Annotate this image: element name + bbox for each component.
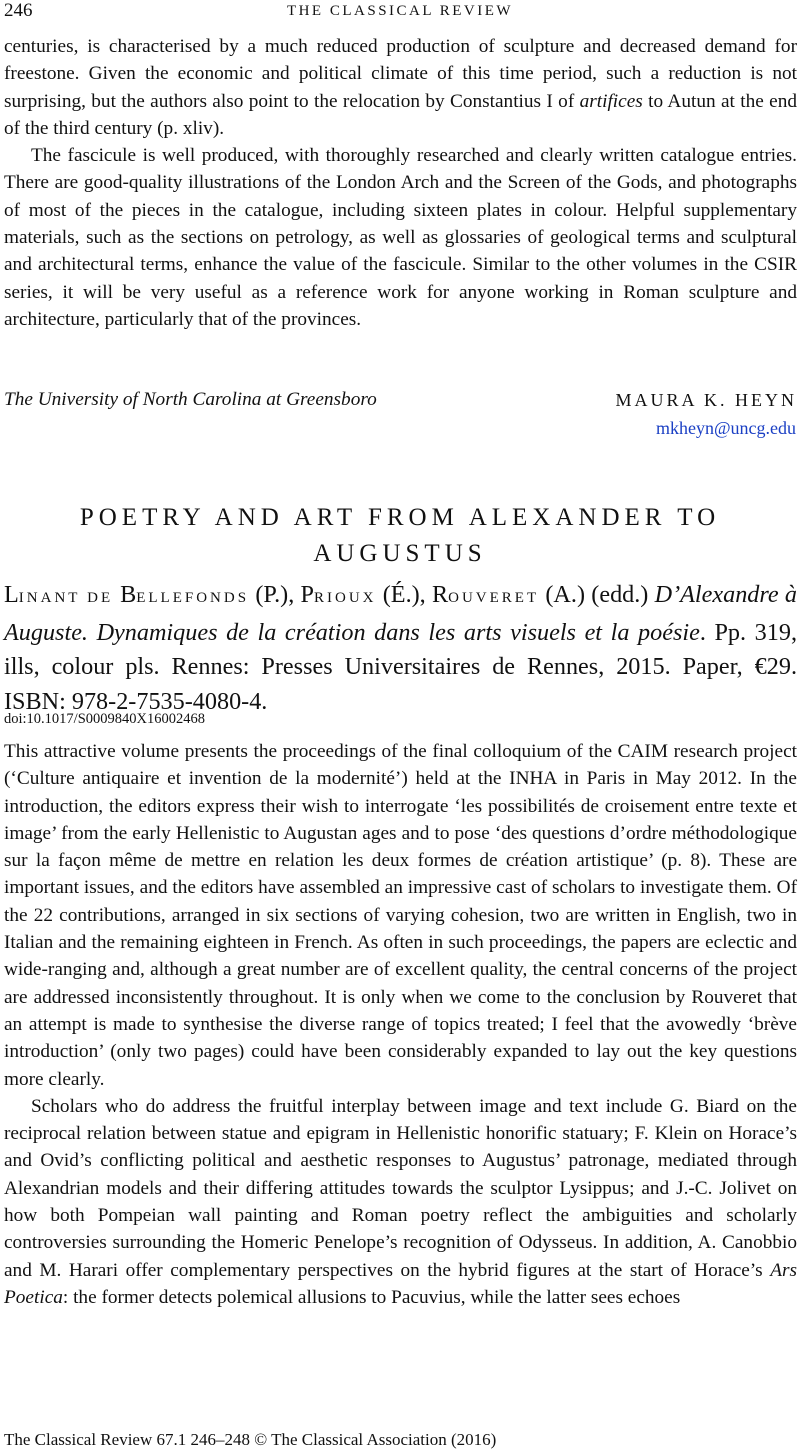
doi[interactable]: doi:10.1017/S0009840X16002468 [4,711,205,727]
previous-review-body [4,33,797,333]
journal-title: THE CLASSICAL REVIEW [286,3,514,19]
page-number: 246 [4,0,33,21]
paragraph: The fascicule is well produced, with thoroughly researched and clearly written catalogue entries. There are good-quality illustrations of the London Arch and the Screen of the Gods, and photographs of most of the pieces in the catalogue, including sixteen plates in colour. Helpful supplementary materials, such as the sections on petrology, as well as glossaries of geological terms and sculptural and architectural terms, enhance the value of the fascicule. Similar to the other volumes in the CSIR series, it will be very useful as a reference work for anyone working in Roman sculpture and architecture, particularly that of the provinces. [4,145,797,330]
author-affiliation: The University of North Carolina at Greensboro [4,389,377,410]
italic-term: artifices [579,90,643,112]
review-title: POETRY AND ART FROM ALEXANDER TO AUGUSTUS [79,504,721,567]
author-name: MAURA K. HEYN [615,390,797,410]
book-title: D’Alexandre à Auguste. Dynamiques de la création dans les arts visuels et la poésie [4,581,797,646]
italic-title: Ars Poetica [4,1259,797,1308]
editor-name: ROUVERET (A.) [431,581,586,608]
running-head [2,0,798,22]
editor-name: LINANT DE BELLEFONDS (P.), [4,581,301,608]
paragraph: Scholars who do address the fruitful interplay between image and text include G. Biard on the reciprocal relation between statue and epigram in Hellenistic honorific statuary; F. Klein on Horace’s and Ovid’s conflicting political and aesthetic responses to Augustus’ patronage, mediated through Alexandrian models and their differing attitudes towards the sculptor Lysippus; and J.-C. Jolivet on how both Pompeian wall painting and Roman poetry reflect the ambiguities and scholarly controversies surrounding the Homeric Penelope’s recognition of Odysseus. In addition, A. Canobbio and M. Harari offer complementary perspectives on the hybrid figures at the start of Horace’s Ars Poetica: the former detects polemical allusions to Pacuvius, while the latter sees echoes [4,1095,797,1308]
paragraph: This attractive volume presents the proceedings of the final colloquium of the CAIM research project (‘Culture antiquaire et invention de la modernité’) held at the INHA in Paris in May 2012. In the introduction, the editors express their wish to interrogate ‘les possibilités de croisement entre texte et image’ from the early Hellenistic to Augustan ages and to pose ‘des questions d’ordre méthodologique sur la façon même de mettre en relation les deux formes de création artistique’ (p. 8). These are important issues, and the editors have assembled an impressive cast of scholars to investigate them. Of the 22 contributions, arranged in six sections of varying cohesion, two are written in English, two in Italian and the remaining eighteen in French. As often in such proceedings, the papers are eclectic and wide-ranging and, although a great number are of excellent quality, the central concerns of the project are addressed inconsistently throughout. It is only when we come to the conclusion by Rouveret that an attempt is made to synthesise the diverse range of topics treated; I feel that the avowedly ‘brève introduction’ (only two pages) could have been considerably expanded to lay out the key questions more clearly. [4,741,797,1090]
review-body [4,738,797,1311]
editor-name: PRIOUX (É.), [300,581,432,608]
bibliographic-entry: LINANT DE BELLEFONDS (P.), PRIOUX (É.), ROUVERET (A.) (edd.) D’Alexandre à Auguste. Dynamiques de la création dans les arts visuels et la poésie. Pp. 319, ills, colour pls. Rennes: Presses Universitaires de Rennes, 2015. Paper, €29. ISBN: 978-2-7535-4080-4. [4,581,797,715]
author-email-link[interactable]: mkheyn@uncg.edu [655,418,796,438]
book-details: . Pp. 319, ills, colour pls. Rennes: Presses Universitaires de Rennes, 2015. Paper, €29. ISBN: 978-2-7535-4080-4. [4,618,797,715]
paragraph: centuries, is characterised by a much reduced production of sculpture and decreased demand for freestone. Given the economic and political climate of this time period, such a reduction is not surprising, but the authors also point to the relocation by Constantius I of artifices to Autun at the end of the third century (p. xliv). [4,36,797,139]
page-footer: The Classical Review 67.1 246–248 © The Classical Association (2016) [4,1430,497,1449]
signature-row [4,386,797,414]
